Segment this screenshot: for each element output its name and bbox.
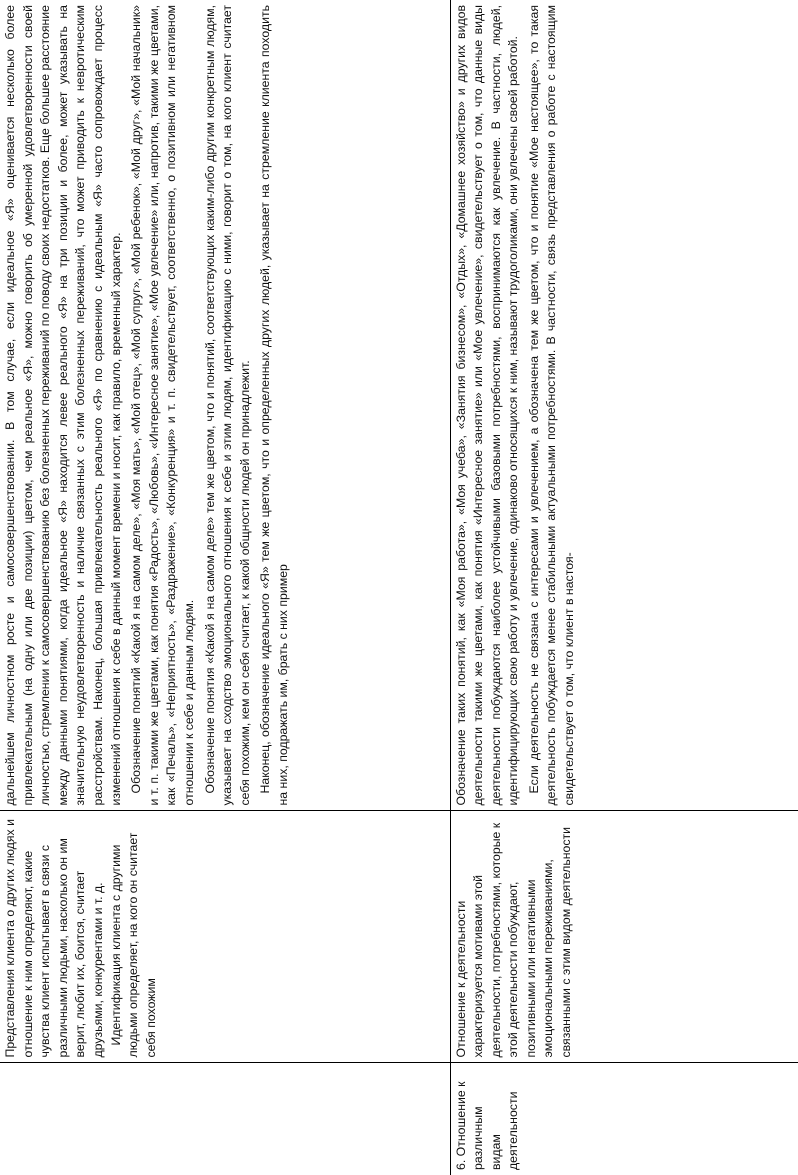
criterion-cell — [450, 1063, 798, 1175]
description-cell — [0, 811, 450, 1063]
description-paragraph: Отношение к деятельности характеризуется мотивами этой деятельности, потребностями, которые к этой деятельности побуждают, позитивными или негативными эмоциональными переживаниями, связанными с этим видом деятельности — [453, 822, 574, 1058]
criterion-text: 6. Отношение к различным видам деятельности — [453, 1081, 521, 1170]
description-cell — [450, 811, 798, 1063]
interpretation-cell — [450, 0, 798, 811]
criterion-cell — [0, 1063, 450, 1175]
interpretation-paragraph: дальнейшем личностном росте и самосовершенствовании. В том случае, если идеальное «Я» оценивается несколько более привлекательным (на одну или две позиции) цветом, чем реальное «Я», можно говорить об умеренной удовлетворенности своей личностью, стремлении к самосовершенствованию без болезненных переживаний по поводу своих недостатков. Еще большее расстояние между данными понятиями, когда идеальное «Я» находится левее реального «Я» на три позиции и более, может указывать на значительную неудовлетворенность и наличие связанных с этим болезненных переживаний, что может приводить к невротическим расстройствам. Наконец, большая привлекательность реального «Я» по сравнению с идеальным «Я» часто сопровождает процесс изменений отношения к себе в данный момент времени и носит, как правило, временный характер. — [3, 5, 123, 806]
description-paragraph: Идентификация клиента с другими людьми определяет, на кого он считает себя похожим — [108, 832, 158, 1058]
interpretation-cell — [0, 0, 450, 811]
interpretation-paragraph: Наконец, обозначение идеального «Я» тем же цветом, что и определенных других людей, указывает на стремление клиента походить на них, подражать им, брать с них пример — [258, 5, 290, 806]
interpretation-paragraph: Обозначение таких понятий, как «Моя работа», «Моя учеба», «Занятия бизнесом», «Отдых», «Домашнее хозяйство» и других видов деятельности такими же цветами, как понятия «Интересное занятие» или «Мое увлечение», свидетельствует о том, что данные виды деятельности побуждаются наиболее устойчивыми базовыми потребностями, воспринимаются как увлечение. В частности, людей, идентифицирующих свою работу и увлечение, одинаково относящихся к ним, называют трудоголиками, они увлечены своей работой. — [453, 5, 521, 806]
interpretation-paragraph: Обозначение понятий «Какой я на самом деле», «Моя мать», «Мой отец», «Мой супруг», «Мой ребенок», «Мой друг», «Мой начальник» и т. п. такими же цветами, как понятия «Радость», «Любовь», «Интересное занятие», «Мое увлечение» или, напротив, такими же цветами, как «Печаль», «Неприятность», «Раздражение», «Конкуренция» и т. п. свидетельствует, соответственно, о позитивном или негативном отношении к себе и данным людям. — [129, 5, 196, 806]
table-row — [450, 0, 798, 1175]
interpretation-paragraph: Если деятельность не связана с интересами и увлечением, а обозначена тем же цветом, что и понятие «Мое настоящее», то такая деятельность побуждается менее стабильными актуальными потребностями. В частности, связь представления о работе с настоящим свидетельствует о том, что клиент в настоя- — [526, 5, 577, 806]
description-paragraph: Представления клиента о других людях и отношение к ним определяют, какие чувства клиент испытывает в связи с различными людьми, насколько он им верит, любит их, боится, считает друзьями, конкурентами и т. д. — [3, 819, 105, 1058]
interpretation-paragraph: Обозначение понятия «Какой я на самом деле» тем же цветом, что и понятий, соответствующих каким-либо другим конкретным людям, указывает на сходство эмоционального отношения к себе и этим людям, идентификацию с ними, говорит о том, на кого клиент считает себя похожим, кем он себя считает, к какой общности людей он принадлежит. — [202, 5, 252, 806]
